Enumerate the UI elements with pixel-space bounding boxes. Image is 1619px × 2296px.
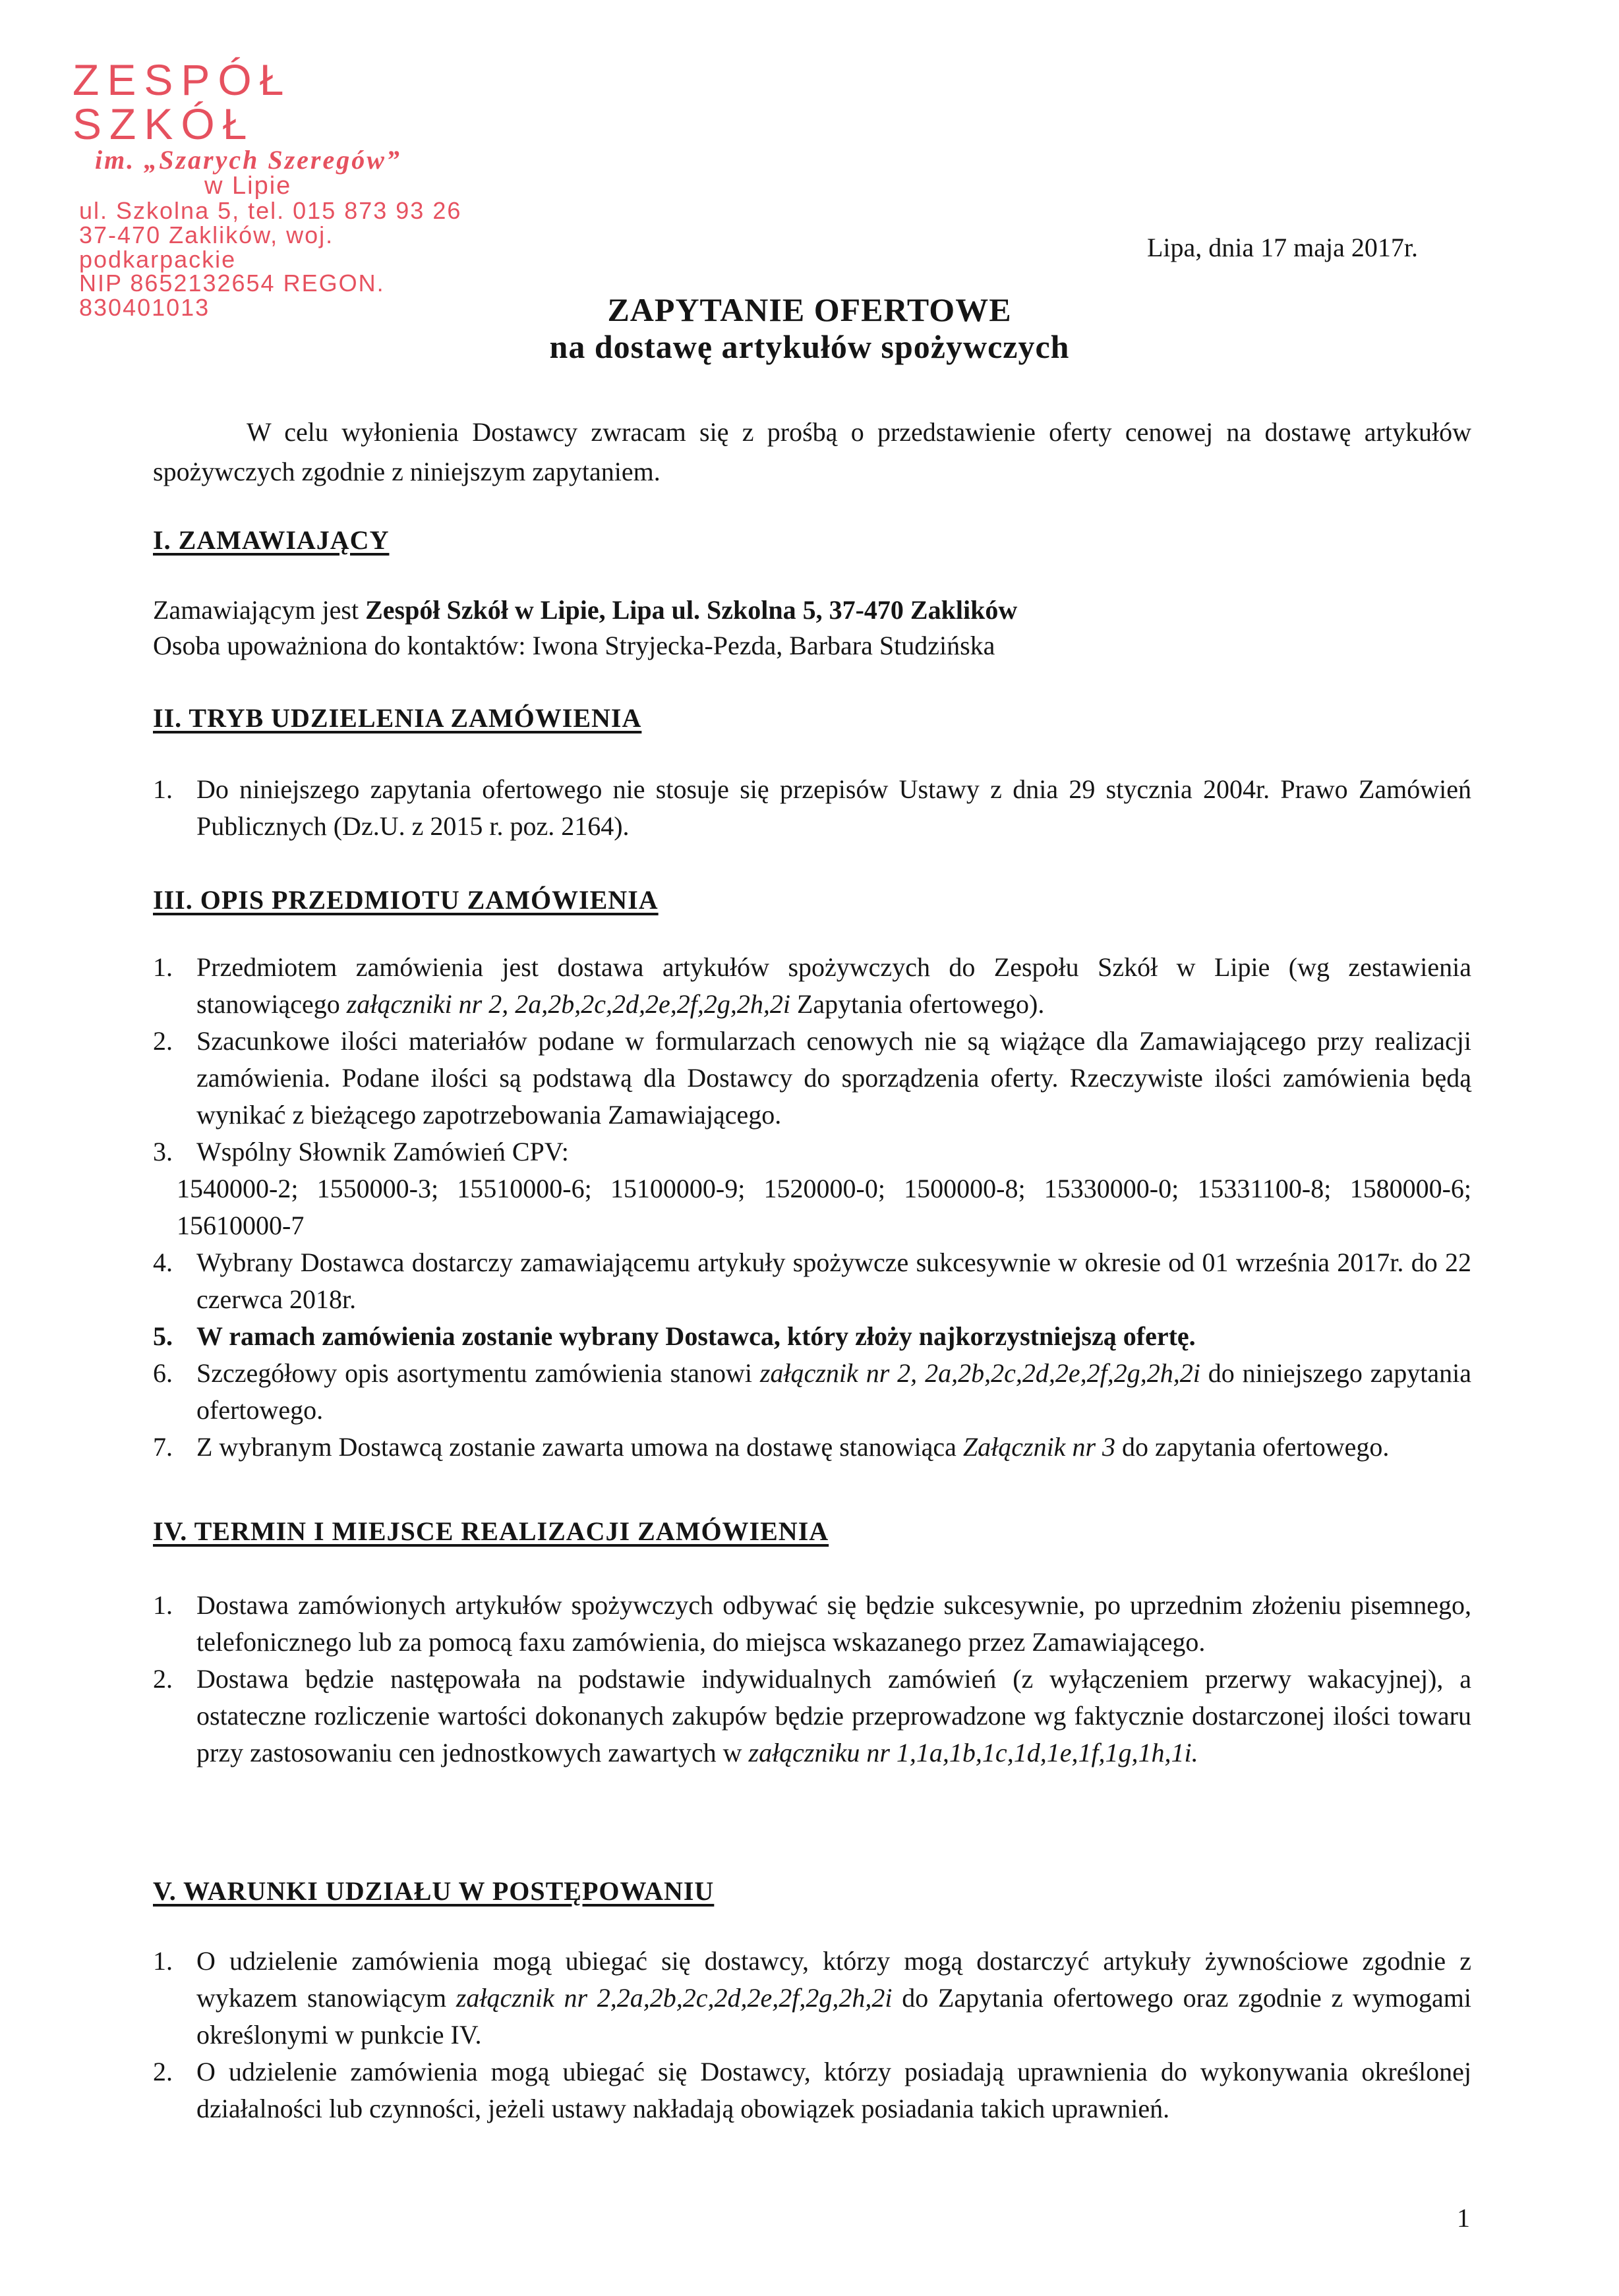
section-3-heading: III. OPIS PRZEDMIOTU ZAMÓWIENIA (153, 885, 659, 915)
section-5-list (153, 1943, 1471, 2127)
stamp-line-3: w Lipie (204, 172, 292, 200)
item-text (196, 949, 1471, 1023)
attachment-reference: załączniku nr 1,1a,1b,1c,1d,1e,1f,1g,1h,1i. (748, 1738, 1198, 1767)
item-number: 2. (153, 1026, 173, 1056)
list-item (153, 1134, 1471, 1244)
item-text (196, 1429, 1471, 1466)
item-text-part: do Zapytania ofertowego oraz zgodnie z wymogami określonymi w punkcie IV. (196, 1983, 1471, 2050)
cpv-codes: 1540000-2; 1550000-3; 15510000-6; 15100000-9; 1520000-0; 1500000-8; 15330000-0; 15331100-8; 1580000-6; 15610000-7 (177, 1174, 1471, 1240)
section-1-line-1 (153, 590, 1471, 630)
item-number: 5. (153, 1321, 173, 1351)
attachment-reference: załącznik nr 2,2a,2b,2c,2d,2e,2f,2g,2h,2i (456, 1983, 893, 2013)
section-4-list (153, 1587, 1471, 1771)
list-item (153, 1943, 1471, 2053)
list-item (153, 1587, 1471, 1661)
item-text (177, 1134, 1471, 1244)
list-item (153, 1318, 1471, 1355)
list-item (153, 949, 1471, 1023)
attachment-reference: załączniki nr 2, 2a,2b,2c,2d,2e,2f,2g,2h,2i (346, 989, 790, 1019)
list-item (153, 1429, 1471, 1466)
list-item (153, 2053, 1471, 2127)
item-text (196, 1943, 1471, 2053)
item-text-part: Dostawa będzie następowała na podstawie indywidualnych zamówień (z wyłączeniem przerwy wakacyjnej), a ostateczne rozliczenie wartości dokonanych zakupów będzie przeprowadzone wg faktycznie dostarczonej ilości towaru przy zastosowaniu cen jednostkowych zawartych w (196, 1664, 1471, 1767)
item-number: 7. (153, 1432, 173, 1462)
title-line-1: ZAPYTANIE OFERTOWE (607, 291, 1012, 328)
section-5-heading: V. WARUNKI UDZIAŁU W POSTĘPOWANIU (153, 1876, 715, 1906)
item-text-part: Przedmiotem zamówienia jest dostawa artykułów spożywczych do Zespołu Szkół w Lipie (wg zestawienia stanowiącego (196, 952, 1471, 1019)
item-text: Dostawa zamówionych artykułów spożywczych odbywać się będzie sukcesywnie, po uprzednim złożeniu pisemnego, telefonicznego lub za pomocą faxu zamówienia, do miejsca wskazanego przez Zamawiającego. (196, 1590, 1471, 1657)
item-number: 2. (153, 2057, 173, 2086)
school-stamp (73, 55, 468, 322)
document-title (0, 291, 1619, 365)
section-4-heading: IV. TERMIN I MIEJSCE REALIZACJI ZAMÓWIENIA (153, 1516, 829, 1546)
attachment-reference: Załącznik nr 3 (962, 1432, 1116, 1462)
section-1-heading: I. ZAMAWIAJĄCY (153, 525, 390, 555)
list-item (153, 1661, 1471, 1771)
item-number: 6. (153, 1358, 173, 1388)
stamp-line-4: ul. Szkolna 5, tel. 015 873 93 26 (79, 197, 462, 225)
title-line-2: na dostawę artykułów spożywczych (549, 328, 1070, 365)
attachment-reference: załącznik nr 2, 2a,2b,2c,2d,2e,2f,2g,2h,2i (759, 1358, 1200, 1388)
stamp-line-6: NIP 8652132654 REGON. 830401013 (79, 270, 385, 322)
cpv-label: Wspólny Słownik Zamówień CPV: (196, 1137, 569, 1166)
item-number: 1. (153, 952, 173, 982)
item-number: 3. (153, 1137, 173, 1166)
section-3-list (153, 949, 1471, 1466)
list-item (153, 771, 1471, 845)
item-text: Do niniejszego zapytania ofertowego nie stosuje się przepisów Ustawy z dnia 29 stycznia 2004r. Prawo Zamówień Publicznych (Dz.U. z 2015 r. poz. 2164). (196, 774, 1471, 841)
section-2-list (153, 771, 1471, 845)
list-item (153, 1355, 1471, 1429)
list-item (153, 1244, 1471, 1318)
item-text-part: do niniejszego zapytania ofertowego. (196, 1358, 1471, 1425)
item-text: Wybrany Dostawca dostarczy zamawiającemu artykuły spożywcze sukcesywnie w okresie od 01 września 2017r. do 22 czerwca 2018r. (196, 1248, 1471, 1314)
item-text: O udzielenie zamówienia mogą ubiegać się Dostawcy, którzy posiadają uprawnienia do wykonywania określonej działalności lub czynności, jeżeli ustawy nakładają obowiązek posiadania takich uprawnień. (196, 2057, 1471, 2123)
item-text: W ramach zamówienia zostanie wybrany Dostawca, który złoży najkorzystniejszą ofertę. (196, 1321, 1196, 1351)
orderer-name: Zespół Szkół w Lipie, Lipa ul. Szkolna 5, 37-470 Zaklików (365, 595, 1018, 625)
item-text-part: Zapytania ofertowego). (790, 989, 1045, 1019)
stamp-line-1: ZESPÓŁ SZKÓŁ (73, 55, 292, 149)
item-number: 2. (153, 1664, 173, 1694)
intro-paragraph: W celu wyłonienia Dostawcy zwracam się z prośbą o przedstawienie oferty cenowej na dostawę artykułów spożywczych zgodnie z niniejszym zapytaniem. (153, 417, 1471, 486)
item-text: Szacunkowe ilości materiałów podane w formularzach cenowych nie są wiążące dla Zamawiającego przy realizacji zamówienia. Podane ilości są podstawą dla Dostawcy do sporządzenia oferty. Rzeczywiste ilości zamówienia będą wynikać z bieżącego zapotrzebowania Zamawiającego. (196, 1026, 1471, 1130)
item-number: 1. (153, 1590, 173, 1620)
section-2-heading: II. TRYB UDZIELENIA ZAMÓWIENIA (153, 703, 642, 733)
item-number: 4. (153, 1248, 173, 1277)
section-1-line-2: Osoba upoważniona do kontaktów: Iwona Stryjecka-Pezda, Barbara Studzińska (153, 631, 995, 660)
item-text-part: O udzielenie zamówienia mogą ubiegać się dostawcy, którzy mogą dostarczyć artykuły żywnościowe zgodnie z wykazem stanowiącym (196, 1946, 1471, 2013)
stamp-line-2: im. „Szarych Szeregów” (95, 144, 401, 175)
document-date: Lipa, dnia 17 maja 2017r. (1147, 233, 1419, 262)
list-item (153, 1023, 1471, 1134)
page-number: 1 (1457, 2203, 1470, 2233)
item-text-part: Szczegółowy opis asortymentu zamówienia stanowi (196, 1358, 760, 1388)
item-number: 1. (153, 774, 173, 804)
item-text-part: do zapytania ofertowego. (1115, 1432, 1390, 1462)
item-text (196, 1661, 1471, 1771)
item-text (196, 1355, 1471, 1429)
stamp-line-5: 37-470 Zaklików, woj. podkarpackie (79, 221, 334, 273)
item-number: 1. (153, 1946, 173, 1976)
orderer-prefix: Zamawiającym jest (153, 595, 366, 625)
item-text-part: Z wybranym Dostawcą zostanie zawarta umowa na dostawę stanowiąca (196, 1432, 963, 1462)
